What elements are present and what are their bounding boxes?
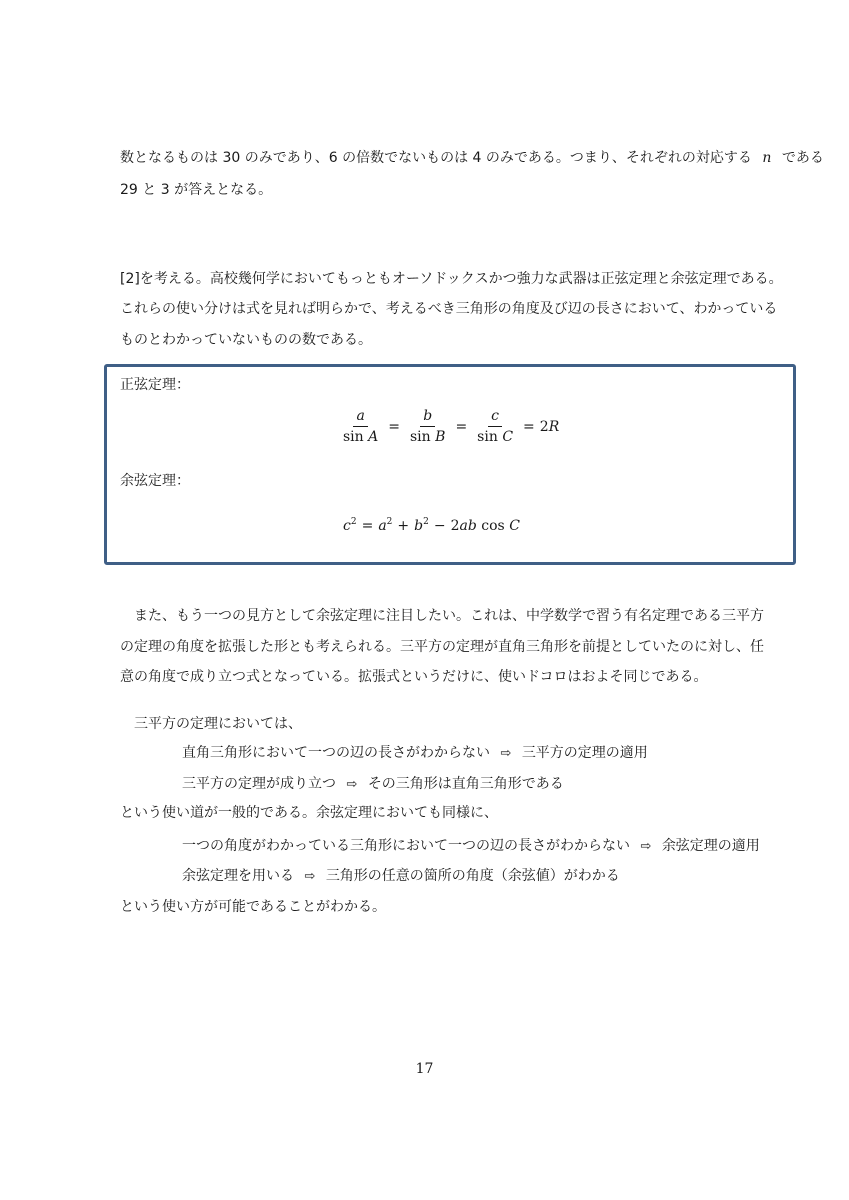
para4-intro: 三平方の定理においては、 <box>134 716 302 732</box>
cosine-theorem-formula: $c^2$ = $a^2$ + $b^2$ − 2ab cos C <box>343 517 520 534</box>
cosine-theorem-label: 余弦定理： <box>120 473 190 489</box>
para1-line1 <box>120 151 824 165</box>
rhs-2R: 2R <box>539 418 560 435</box>
fraction-b: $\frac{b}{\text{sin B}}$ <box>410 408 446 445</box>
para3-line3: 意の角度で成り立つ式となっている。拡張式というだけに、使いドコロはおよそ同じである。 <box>120 669 708 685</box>
right-arrow-icon: ⇨ <box>500 746 512 761</box>
variable-n: n <box>762 150 772 166</box>
theorem-box <box>104 364 796 565</box>
sine-theorem-label: 正弦定理： <box>120 377 190 393</box>
para1-line1-text: 数となるものは 30 のみであり、6 の倍数でないものは 4 のみである。つまり、それぞれの対応する <box>120 150 752 166</box>
para3-line1: また、もう一つの見方として余弦定理に注目したい。これは、中学数学で習う有名定理である三平方 <box>134 608 764 624</box>
usage-item-4: 余弦定理を用いる ⇨ 三角形の任意の箇所の角度（余弦値）がわかる <box>182 868 620 884</box>
para2-line1: [2]を考える。高校幾何学においてもっともオーソドックスかつ強力な武器は正弦定理と余弦定理である。 <box>120 271 783 287</box>
sine-theorem-formula <box>338 409 559 444</box>
para1-line2: 29 と 3 が答えとなる。 <box>120 182 273 198</box>
page-number: 17 <box>415 1061 434 1077</box>
equals-sign: = <box>388 418 400 435</box>
para1-line1-tail: である <box>781 150 824 166</box>
usage-item-3: 一つの角度がわかっている三角形において一つの辺の長さがわからない ⇨ 余弦定理の適用 <box>182 838 760 854</box>
para2-line2: これらの使い分けは式を見れば明らかで、考えるべき三角形の角度及び辺の長さにおいて、わかっている <box>120 301 778 317</box>
right-arrow-icon: ⇨ <box>640 839 652 854</box>
para4-outro: という使い方が可能であることがわかる。 <box>120 899 386 915</box>
usage-item-1: 直角三角形において一つの辺の長さがわからない ⇨ 三平方の定理の適用 <box>182 745 648 761</box>
para4-mid: という使い道が一般的である。余弦定理においても同様に、 <box>120 805 498 821</box>
para3-line2: の定理の角度を拡張した形とも考えられる。三平方の定理が直角三角形を前提としていたのに対し、任 <box>120 639 764 655</box>
equals-sign: = <box>455 418 468 435</box>
fraction-a: $\frac{a}{\text{sin A}}$ <box>343 408 379 445</box>
right-arrow-icon: ⇨ <box>304 869 316 884</box>
para2-line3: ものとわかっていないものの数である。 <box>120 332 372 348</box>
fraction-c: $\frac{c}{\text{sin C}}$ <box>477 408 514 445</box>
equals-sign: = <box>523 418 535 435</box>
usage-item-2: 三平方の定理が成り立つ ⇨ その三角形は直角三角形である <box>182 776 564 792</box>
right-arrow-icon: ⇨ <box>346 777 358 792</box>
